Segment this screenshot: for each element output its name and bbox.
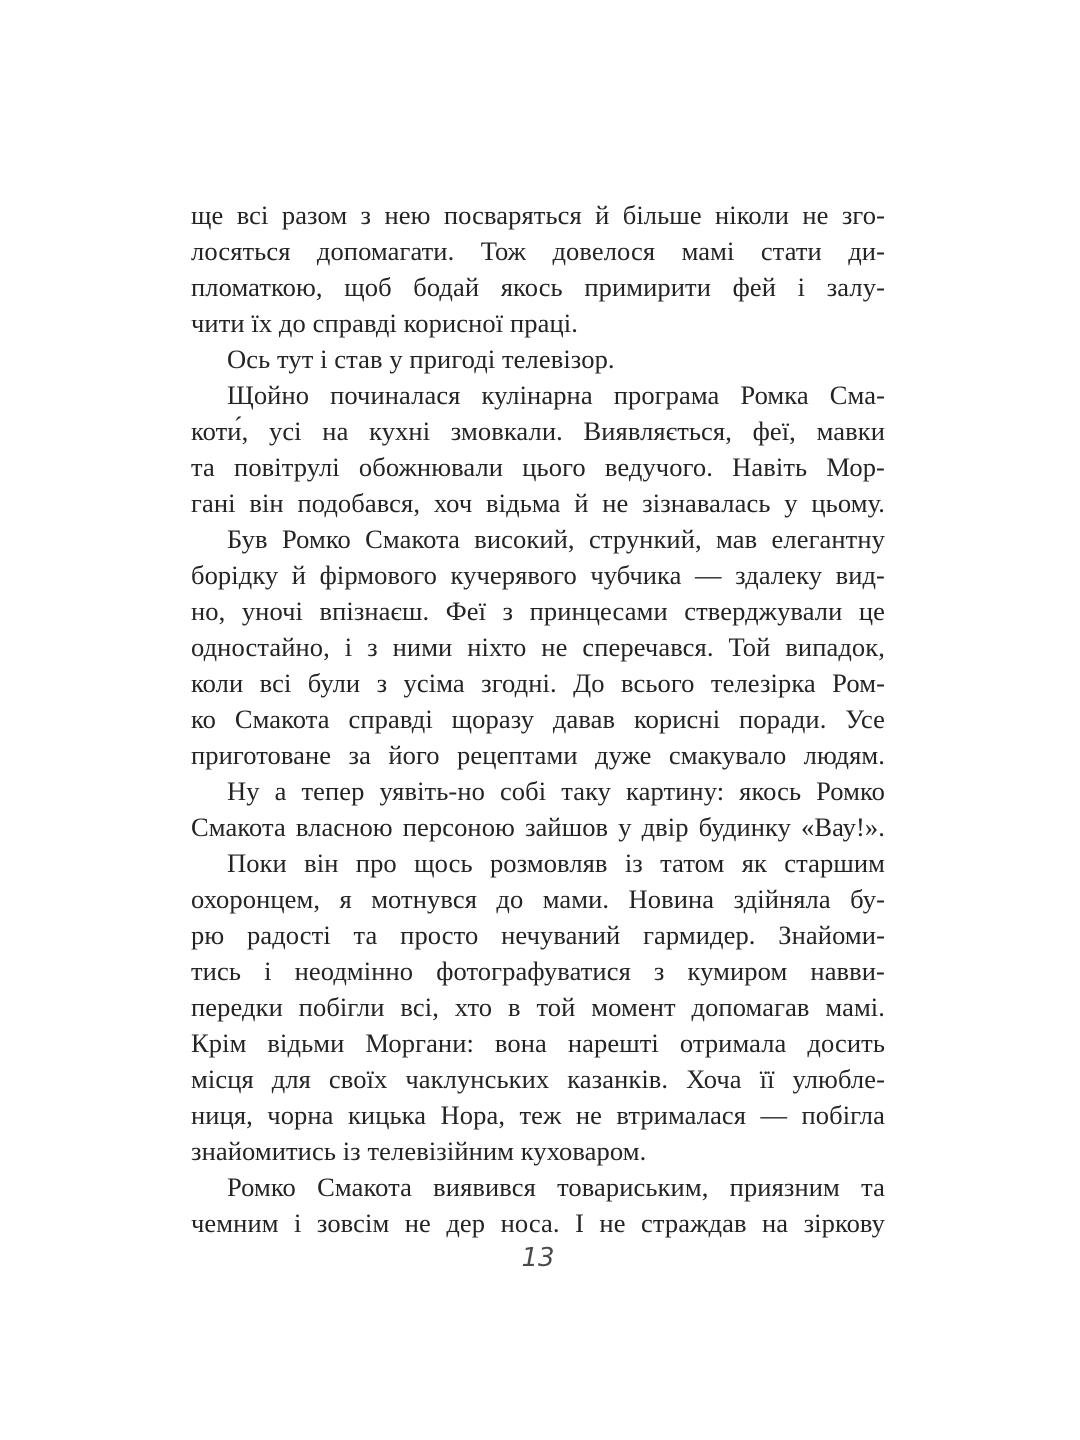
text-line: Крім відьми Моргани: вона нарешті отримала досить: [191, 1028, 885, 1058]
paragraph: [191, 773, 885, 845]
text-line: знайомитись із телевізійним куховаром.: [191, 1136, 647, 1166]
text-line: Ось тут і став у пригоді телевізор.: [227, 344, 615, 374]
paragraph: [191, 1169, 885, 1241]
text-line: Щойно починалася кулінарна програма Ромка Сма-: [227, 380, 885, 410]
text-line: лосяться допомагати. Тож довелося мамі стати ди-: [191, 236, 885, 266]
page-text: [191, 197, 885, 1241]
paragraph: [191, 521, 885, 773]
text-line: ко Смакота справді щоразу давав корисні поради. Усе: [191, 704, 885, 734]
paragraph: [191, 377, 885, 521]
text-line: рю радості та просто нечуваний гармидер. Знайоми-: [191, 920, 885, 950]
text-line: но, уночі впізнаєш. Феї з принцесами стверджували це: [191, 596, 885, 626]
text-line: гані він подобався, хоч відьма й не зізнавалась у цьому.: [191, 488, 885, 518]
text-line: коти́, усі на кухні змовкали. Виявляється, феї, мавки: [191, 416, 885, 446]
text-line: Був Ромко Смакота високий, стрункий, мав елегантну: [227, 524, 885, 554]
text-line: місця для своїх чаклунських казанків. Хоча її улюбле-: [191, 1064, 885, 1094]
text-line: коли всі були з усіма згодні. До всього телезірка Ром-: [191, 668, 885, 698]
text-line: Ромко Смакота виявився товариським, приязним та: [227, 1172, 885, 1202]
text-line: Смакота власною персоною зайшов у двір будинку «Вау!».: [191, 812, 885, 842]
text-line: та повітрулі обожнювали цього ведучого. Навіть Мор-: [191, 452, 885, 482]
paragraph: [191, 845, 885, 1169]
text-line: тись і неодмінно фотографуватися з кумиром навви-: [191, 956, 885, 986]
text-line: приготоване за його рецептами дуже смакувало людям.: [191, 740, 885, 770]
text-line: передки побігли всі, хто в той момент допомагав мамі.: [191, 992, 885, 1022]
text-line: чемним і зовсім не дер носа. І не страждав на зіркову: [191, 1208, 885, 1238]
text-line: чити їх до справді корисної праці.: [191, 308, 578, 338]
text-line: охоронцем, я мотнувся до мами. Новина здійняла бу-: [191, 884, 885, 914]
text-line: пломаткою, щоб бодай якось примирити фей і залу-: [191, 272, 885, 302]
text-line: борідку й фірмового кучерявого чубчика — здалеку вид-: [191, 560, 885, 590]
paragraph: [191, 341, 885, 377]
page-number: 13: [521, 1243, 555, 1273]
text-line: ще всі разом з нею посваряться й більше ніколи не зго-: [191, 200, 885, 230]
paragraph: [191, 197, 885, 341]
text-line: Поки він про щось розмовляв із татом як старшим: [227, 848, 885, 878]
text-line: одностайно, і з ними ніхто не сперечався. Той випадок,: [191, 632, 885, 662]
text-line: Ну а тепер уявіть-но собі таку картину: якось Ромко: [227, 776, 885, 806]
text-line: ниця, чорна кицька Нора, теж не втрималася — побігла: [191, 1100, 885, 1130]
